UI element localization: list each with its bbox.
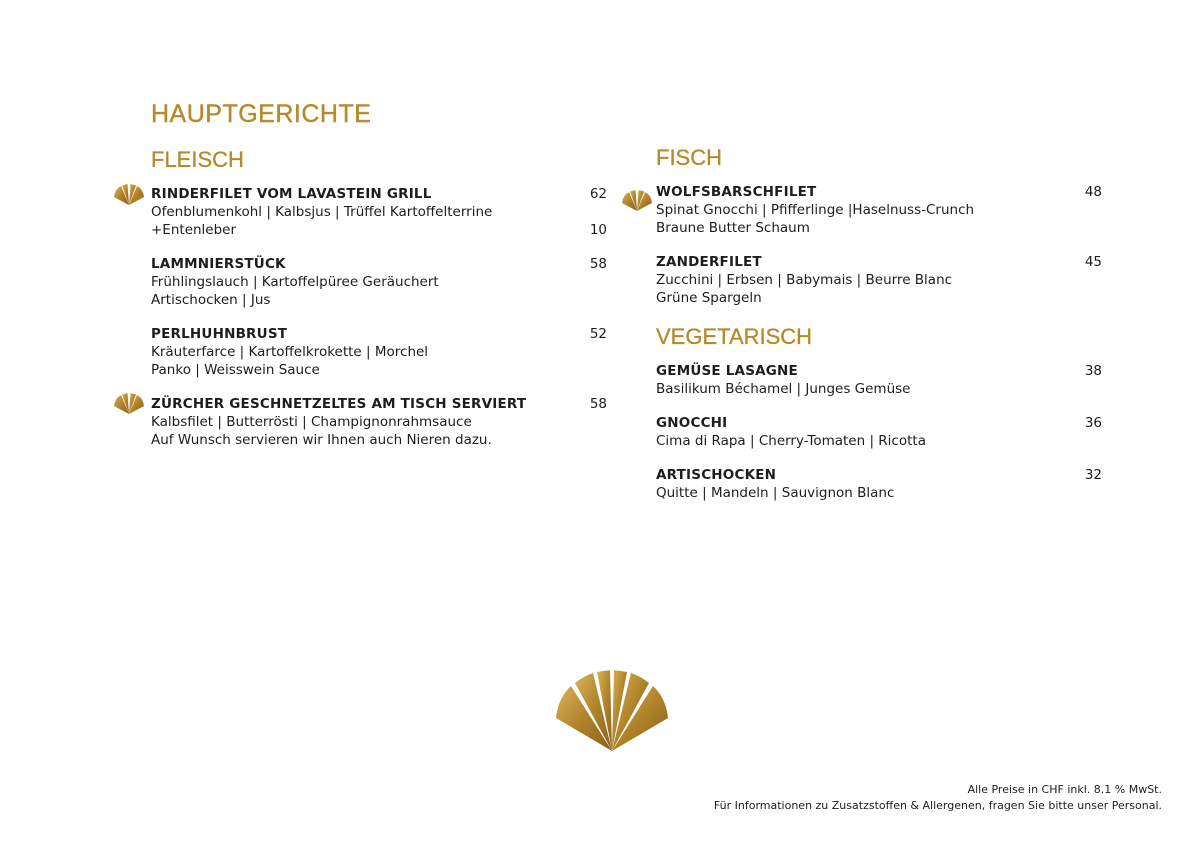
dish-description: Cima di Rapa | Cherry-Tomaten | Ricotta	[656, 433, 926, 449]
dish-price: 48	[1084, 184, 1102, 200]
dish-price: 38	[1084, 363, 1102, 379]
dish-name: RINDERFILET VOM LAVASTEIN GRILL	[151, 186, 432, 202]
dish-description: Basilikum Béchamel | Junges Gemüse	[656, 381, 911, 397]
dish-description: Kalbsfilet | Butterrösti | Champignonrahmsauce	[151, 414, 472, 430]
dish-description: Auf Wunsch servieren wir Ihnen auch Nieren dazu.	[151, 432, 492, 448]
dish-perlhuhnbrust	[151, 325, 428, 379]
dish-zuercher-geschnetzeltes	[151, 395, 526, 449]
dish-lammnierstueck	[151, 255, 439, 309]
section-title-fleisch: FLEISCH	[151, 147, 244, 172]
shell-logo	[555, 669, 669, 752]
section-title-fisch: FISCH	[656, 145, 722, 170]
dish-description: Ofenblumenkohl | Kalbsjus | Trüffel Kartoffelterrine	[151, 204, 493, 220]
dish-description: Braune Butter Schaum	[656, 220, 810, 236]
dish-name: ARTISCHOCKEN	[656, 467, 777, 483]
dish-artischocken	[656, 466, 894, 502]
dish-wolfsbarschfilet	[656, 183, 974, 237]
dish-description: Spinat Gnocchi | Pfifferlinge |Haselnuss-Crunch	[656, 202, 975, 218]
dish-name: ZANDERFILET	[656, 254, 762, 270]
dish-extra-price: 10	[589, 222, 607, 238]
dish-description: Panko | Weisswein Sauce	[151, 362, 320, 378]
shell-icon	[113, 393, 145, 415]
dish-price: 58	[589, 396, 607, 412]
dish-description: Kräuterfarce | Kartoffelkrokette | Morchel	[151, 344, 429, 360]
dish-zanderfilet	[656, 253, 952, 307]
dish-name: WOLFSBARSCHFILET	[656, 184, 817, 200]
dish-gemuese-lasagne	[656, 362, 910, 398]
dish-description: Grüne Spargeln	[656, 290, 762, 306]
page-title: HAUPTGERICHTE	[151, 100, 372, 128]
section-title-vegetarisch: VEGETARISCH	[656, 324, 813, 349]
dish-description: Quitte | Mandeln | Sauvignon Blanc	[656, 485, 895, 501]
footer-notes	[714, 782, 1162, 814]
footer-allergen-note: Für Informationen zu Zusatzstoffen & Allergenen, fragen Sie bitte unser Personal.	[713, 799, 1162, 812]
dish-price: 45	[1084, 254, 1102, 270]
dish-description: Frühlingslauch | Kartoffelpüree Geräuchert	[151, 274, 439, 290]
dish-price: 52	[589, 326, 607, 342]
dish-name: LAMMNIERSTÜCK	[151, 256, 286, 272]
dish-gnocchi	[656, 414, 926, 450]
shell-icon	[621, 190, 653, 212]
dish-name: GNOCCHI	[656, 415, 728, 431]
dish-description: +Entenleber	[151, 222, 237, 238]
dish-rinderfilet	[151, 185, 492, 239]
dish-name: GEMÜSE LASAGNE	[656, 363, 798, 379]
dish-price: 62	[589, 186, 607, 202]
dish-price: 58	[589, 256, 607, 272]
dish-price: 36	[1084, 415, 1102, 431]
dish-description: Artischocken | Jus	[151, 292, 271, 308]
dish-description: Zucchini | Erbsen | Babymais | Beurre Blanc	[656, 272, 953, 288]
footer-vat-note: Alle Preise in CHF inkl. 8.1 % MwSt.	[967, 783, 1162, 796]
dish-name: PERLHUHNBRUST	[151, 326, 288, 342]
shell-icon	[113, 184, 145, 206]
dish-name: ZÜRCHER GESCHNETZELTES AM TISCH SERVIERT	[151, 396, 527, 412]
dish-price: 32	[1084, 467, 1102, 483]
